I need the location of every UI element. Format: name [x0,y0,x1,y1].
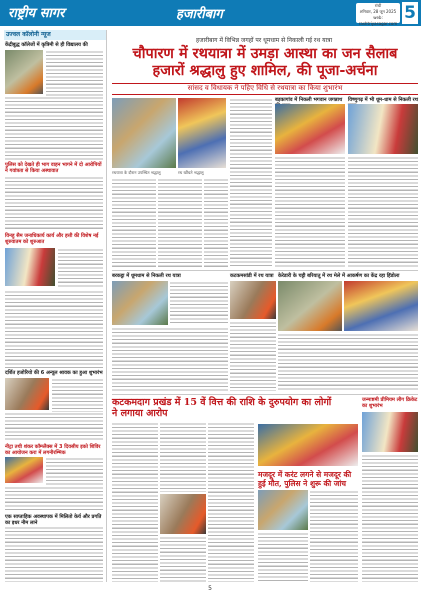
story2-col2b [160,536,206,582]
rathyatra-photo-1 [112,98,176,168]
box3-title: बरकट्ठा में धूमधाम से निकली रथ यात्रा [112,273,181,279]
left-story4-photo [5,378,49,410]
main-headline-line2: हजारों श्रद्धालु हुए शामिल, की पूजा-अर्चना [152,62,378,79]
left-story1-headline: केंद्रीबुद्ध कॉलेजों में कृत्रिमी से ही विद्यालय की [5,42,88,48]
story3-col2 [310,490,358,582]
box3-text-a [170,281,228,325]
section-title: हजारीबाग [176,7,223,22]
story3-col1 [258,532,308,582]
box2-photo [348,104,418,154]
story2-col3 [208,422,254,582]
city-label: रांची [374,3,382,8]
left-story3-photo [5,248,55,286]
left-story1-photo [5,50,43,94]
box5-photo [230,281,276,319]
box2-text [348,156,418,268]
box4-photo-1 [278,281,342,331]
footer-page-number: 5 [202,585,218,592]
main-headline-line1: चौपारण में रथयात्रा में उमड़ा आस्था का जन सैलाब [132,45,398,62]
left-story2-headline: पुलिस को देखते ही भाग वाहन भागने में दो आरोपियों ने गवांत्रता से किया अस्थावात [5,162,102,174]
page-number: 5 [402,2,418,24]
left-story3-body [5,290,103,368]
main-story-col1 [112,178,156,268]
story4-photo [362,412,418,452]
box3-text-b [112,327,228,391]
rathyatra-photo-2 [178,98,226,168]
box4-photo-2 [344,281,418,331]
left-story5-photo [5,457,43,483]
newspaper-logo: राष्ट्रीय सागर [8,6,65,21]
left-story3-text [58,248,103,288]
section-divider-2 [112,394,418,395]
story2-photo [160,494,206,534]
left-story4-body [5,412,103,442]
main-story-col4 [230,98,272,268]
story2-col2 [160,422,206,492]
left-story5-text [46,457,103,485]
box2-title: विष्णुगढ़ में भी धूम-धाम से निकली रथ [348,97,418,103]
left-story2-body [5,176,103,231]
left-story4-headline: दर्शित हजोरियो की 6 अन्यूल श्रावक का हुआ शुभारंभ [5,370,103,376]
left-column-header: उज्वल कॉलोनी न्यूज [4,30,106,40]
box1-title: बड़कागांव में निकली भगवान जगन्नाथ [275,97,343,103]
left-story5-body [5,486,103,512]
main-headline [112,45,418,79]
left-story1-text [46,50,103,102]
section-divider-1 [112,270,418,271]
left-story3-headline: विनहु सैम जनाधिकार्य कार्य और हत्ती की विशेष नई शुरुवातम को शुरुआत [5,233,99,245]
left-story1-body [5,96,103,160]
top-tagline: हजारीबाग में विभिन्न जगहों पर धूमधाम से निकाली गई रथ यात्रा [195,37,333,44]
story2-headline: कटकमदाग प्रखंड में 15 वें वित्त की राशि के दुरुपयोग का लोगों ने लगाया आरोप [112,397,332,419]
box1-photo [275,104,345,154]
box5-text [230,321,276,391]
story3-top-photo [258,424,358,466]
story2-col1 [112,422,158,582]
left-story6-body [5,526,103,582]
box3-photo [112,281,168,325]
story4-text [362,454,418,582]
subheadline: सांसद व विधायक ने पहिए विधि से रथयात्रा का किया शुभारंभ [187,84,343,92]
subheadline-rule [112,94,418,95]
photo-caption-2: रथ खींचते श्रद्धालु [178,170,204,175]
site-label: web: rashtriyasagar.com [358,15,398,26]
box4-title: केरेडारी के चट्टी बरियातू में रथ मेले में आकर्षण का केंद्र रहा हिंडोला [278,273,400,279]
story4-headline: जन्माष्टमी प्रीमियम लीग क्रिकेट का शुभारंभ [362,397,418,409]
box5-title: कटकमसांडी में रथ यात्रा [230,273,274,279]
left-story6-headline: एक साप्ताहिक अवस्थापक में मिलितो केर्य और प्रगति का इधर नीम लाने [5,514,102,526]
photo-caption-1: रथयात्रा के दौरान उपस्थित श्रद्धालु [112,170,161,175]
box4-text [278,333,418,391]
story3-photo [258,490,308,530]
left-story5-headline: नीट्रा तथी शंकर कॉम्प्लैक्स में 3 दिवसीय इको शिविर का आयोजन करा में लगनीरम्भिक [5,444,101,456]
story3-headline: मजदूर में करंट लगने से मजदूर की हुई मौत, पुलिस ने शुरू की जांच [258,470,352,488]
date-box [356,3,400,26]
main-story-col2 [158,178,202,268]
column-divider [106,30,107,582]
date-label: शनिवार, 28 जून 2025 [359,9,397,14]
box1-text [275,156,345,268]
main-story-col3 [204,178,228,268]
